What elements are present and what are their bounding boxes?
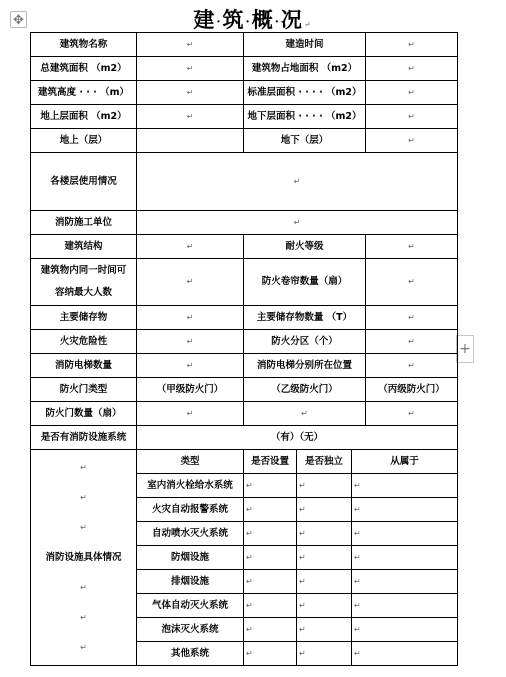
label-fire-door-count: 防火门数量（扇） [31,402,137,426]
table-row [31,402,458,426]
label-fire-door-type: 防火门类型 [31,378,137,402]
paragraph-mark-icon: ↵ [354,504,361,514]
table-row [31,81,458,105]
paragraph-mark-icon: ↵ [186,408,194,418]
paragraph-mark-icon: ↵ [80,612,87,622]
paragraph-mark-icon: ↵ [299,504,306,514]
building-overview-table [30,32,458,666]
paragraph-mark-icon: ↵ [408,241,415,251]
input-total-area[interactable] [137,57,244,81]
label-fire-hazard: 火灾危险性 [31,330,137,354]
paragraph-mark-icon: ↵ [186,241,194,251]
title-char: 筑 [222,7,246,32]
label-elevator-location: 消防电梯分别所在位置 [244,354,366,378]
input-elevator-location[interactable] [366,354,458,378]
paragraph-mark-icon: ↵ [186,39,194,49]
header-is-independent: 是否独立 [297,450,352,474]
table-row [31,259,458,306]
input-max-occupancy[interactable] [137,259,244,306]
label-building-name: 建筑物名称 [31,33,137,57]
paragraph-mark-icon: ↵ [299,480,306,490]
table-row [31,153,458,211]
table-row [31,426,458,450]
facility-belongs-to[interactable] [352,498,458,522]
paragraph-mark-icon: ↵ [299,552,306,562]
input-fire-door-b[interactable] [244,402,366,426]
label-facilities-detail [31,450,137,666]
label-main-storage: 主要储存物 [31,306,137,330]
facility-type: 气体自动灭火系统 [137,594,244,618]
facility-is-set[interactable] [244,642,297,666]
paragraph-mark-icon: ↵ [246,552,253,562]
paragraph-mark-icon: ↵ [408,360,415,370]
facility-is-set[interactable] [244,522,297,546]
header-type: 类型 [137,450,244,474]
table-row [31,105,458,129]
paragraph-mark-icon: ↵ [299,648,306,658]
label-max-occupancy [31,259,137,306]
label-construction-unit: 消防施工单位 [31,211,137,235]
input-standard-floor-area[interactable] [366,81,458,105]
label-total-area: 总建筑面积 （m2） [31,57,137,81]
fire-door-class-c: （丙级防火门） [366,378,458,402]
facility-type: 其他系统 [137,642,244,666]
label-shutter-count: 防火卷帘数量（扇） [244,259,366,306]
facility-type: 火灾自动报警系统 [137,498,244,522]
facilities-header-row [31,450,458,474]
paragraph-mark-icon: ↵ [299,624,306,634]
facility-type: 排烟设施 [137,570,244,594]
fire-door-class-a: （甲级防火门） [137,378,244,402]
paragraph-mark-icon: ↵ [186,277,194,286]
paragraph-mark-icon: ↵ [301,408,308,418]
input-main-storage[interactable] [137,306,244,330]
facility-is-independent[interactable] [297,618,352,642]
paragraph-mark-icon: ↵ [408,87,415,97]
input-building-height[interactable] [137,81,244,105]
input-floors-below[interactable] [366,129,458,153]
facility-type: 自动喷水灭火系统 [137,522,244,546]
fire-door-class-b: （乙级防火门） [244,378,366,402]
paragraph-mark-icon: ↵ [303,20,313,29]
facility-is-independent[interactable] [297,498,352,522]
page-title [0,4,506,34]
paragraph-mark-icon: ↵ [354,576,361,586]
input-fire-zones[interactable] [366,330,458,354]
facility-belongs-to[interactable] [352,570,458,594]
input-underground-area[interactable] [366,105,458,129]
facility-is-set[interactable] [244,498,297,522]
label-build-time: 建造时间 [244,33,366,57]
paragraph-mark-icon: ↵ [408,408,415,418]
table-row [31,354,458,378]
facility-is-independent[interactable] [297,594,352,618]
paragraph-mark-icon: ↵ [354,480,361,490]
input-fire-hazard[interactable] [137,330,244,354]
facility-is-independent[interactable] [297,522,352,546]
paragraph-mark-icon: ↵ [408,39,415,49]
label-underground-area: 地下层面积 · · · · （m2） [244,105,366,129]
input-fire-door-c[interactable] [366,402,458,426]
label-structure: 建筑结构 [31,235,137,259]
paragraph-mark-icon: ↵ [299,600,306,610]
paragraph-mark-icon: ↵ [186,111,194,121]
title-char: 概 [251,7,275,32]
label-floor-usage: 各楼层使用情况 [31,153,137,211]
header-belongs-to: 从属于 [352,450,458,474]
paragraph-mark-icon: ↵ [354,528,361,538]
title-separator: · [216,14,223,29]
table-move-handle-icon[interactable]: ✥ [10,11,27,28]
label-elevator-count: 消防电梯数量 [31,354,137,378]
facility-belongs-to[interactable] [352,474,458,498]
paragraph-mark-icon: ↵ [408,63,415,73]
paragraph-mark-icon: ↵ [246,624,253,634]
paragraph-mark-icon: ↵ [354,600,361,610]
input-fire-rating[interactable] [366,235,458,259]
paragraph-mark-icon: ↵ [246,576,253,586]
input-floors-above[interactable] [137,129,244,153]
input-footprint-area[interactable] [366,57,458,81]
paragraph-mark-icon: ↵ [80,492,87,502]
paragraph-mark-icon: ↵ [186,312,194,322]
table-row [31,306,458,330]
facility-belongs-to[interactable] [352,546,458,570]
paragraph-mark-icon: ↵ [186,63,194,73]
facility-is-independent[interactable] [297,570,352,594]
facility-belongs-to[interactable] [352,522,458,546]
title-char: 况 [280,7,304,32]
facility-type: 防烟设施 [137,546,244,570]
facility-is-set[interactable] [244,474,297,498]
title-separator: · [274,14,281,29]
paragraph-mark-icon: ↵ [408,336,415,346]
label-storage-quantity: 主要储存物数量 （T） [244,306,366,330]
paragraph-mark-icon: ↵ [186,360,194,370]
title-separator: · [245,14,252,29]
facility-belongs-to[interactable] [352,594,458,618]
facility-is-set[interactable] [244,570,297,594]
input-storage-quantity[interactable] [366,306,458,330]
paragraph-mark-icon: ↵ [80,642,87,652]
title-char: 建 [193,7,217,32]
label-max-occupancy-line2: 容纳最大人数 [54,287,112,298]
paragraph-mark-icon: ↵ [80,522,87,532]
label-fire-rating: 耐火等级 [244,235,366,259]
facility-belongs-to[interactable] [352,618,458,642]
facility-type: 室内消火栓给水系统 [137,474,244,498]
paragraph-mark-icon: ↵ [186,87,194,97]
label-floors-above: 地上（层） [31,129,137,153]
paragraph-mark-icon: ↵ [354,648,361,658]
facility-is-set[interactable] [244,594,297,618]
facility-is-independent[interactable] [297,642,352,666]
paragraph-mark-icon: ↵ [246,528,253,538]
label-above-ground-area: 地上层面积 （m2） [31,105,137,129]
paragraph-mark-icon: ↵ [354,552,361,562]
paragraph-mark-icon: ↵ [299,576,306,586]
label-has-fire-system: 是否有消防设施系统 [31,426,137,450]
table-row [31,57,458,81]
table-row [31,211,458,235]
facility-is-independent[interactable] [297,474,352,498]
paragraph-mark-icon: ↵ [408,111,415,121]
label-standard-floor-area: 标准层面积 · · · · （m2） [244,81,366,105]
has-fire-system-options[interactable]: （有）（无） [137,426,458,450]
paragraph-mark-icon: ↵ [246,600,253,610]
paragraph-mark-icon: ↵ [299,528,306,538]
add-column-button[interactable]: + [456,335,474,363]
input-floor-usage[interactable] [137,153,458,211]
table-row [31,129,458,153]
input-structure[interactable] [137,235,244,259]
table-row [31,330,458,354]
input-above-ground-area[interactable] [137,105,244,129]
paragraph-mark-icon: ↵ [246,504,253,514]
paragraph-mark-icon: ↵ [80,462,87,472]
paragraph-mark-icon: ↵ [293,217,301,227]
facility-belongs-to[interactable] [352,642,458,666]
label-floors-below: 地下（层） [244,129,366,153]
facilities-label-text: 消防设施具体情况 [45,551,122,563]
label-footprint-area: 建筑物占地面积 （m2） [244,57,366,81]
facility-is-set[interactable] [244,618,297,642]
paragraph-mark-icon: ↵ [186,336,194,346]
label-max-occupancy-line1: 建筑物内同一时间可 [40,265,127,276]
input-fire-door-a[interactable] [137,402,244,426]
input-elevator-count[interactable] [137,354,244,378]
table-row [31,235,458,259]
facility-type: 泡沫灭火系统 [137,618,244,642]
table-row [31,33,458,57]
paragraph-mark-icon: ↵ [354,624,361,634]
facility-is-independent[interactable] [297,546,352,570]
facility-is-set[interactable] [244,546,297,570]
label-fire-zones: 防火分区（个） [244,330,366,354]
label-building-height: 建筑高度 · · · （m） [31,81,137,105]
input-shutter-count[interactable] [366,259,458,306]
paragraph-mark-icon: ↵ [408,277,415,286]
input-construction-unit[interactable] [137,211,458,235]
paragraph-mark-icon: ↵ [408,135,415,145]
paragraph-mark-icon: ↵ [246,480,253,490]
paragraph-mark-icon: ↵ [293,176,301,186]
input-build-time[interactable] [366,33,458,57]
paragraph-mark-icon: ↵ [80,582,87,592]
table-row [31,378,458,402]
header-is-set: 是否设置 [244,450,297,474]
input-building-name[interactable] [137,33,244,57]
paragraph-mark-icon: ↵ [408,312,415,322]
paragraph-mark-icon: ↵ [246,648,253,658]
